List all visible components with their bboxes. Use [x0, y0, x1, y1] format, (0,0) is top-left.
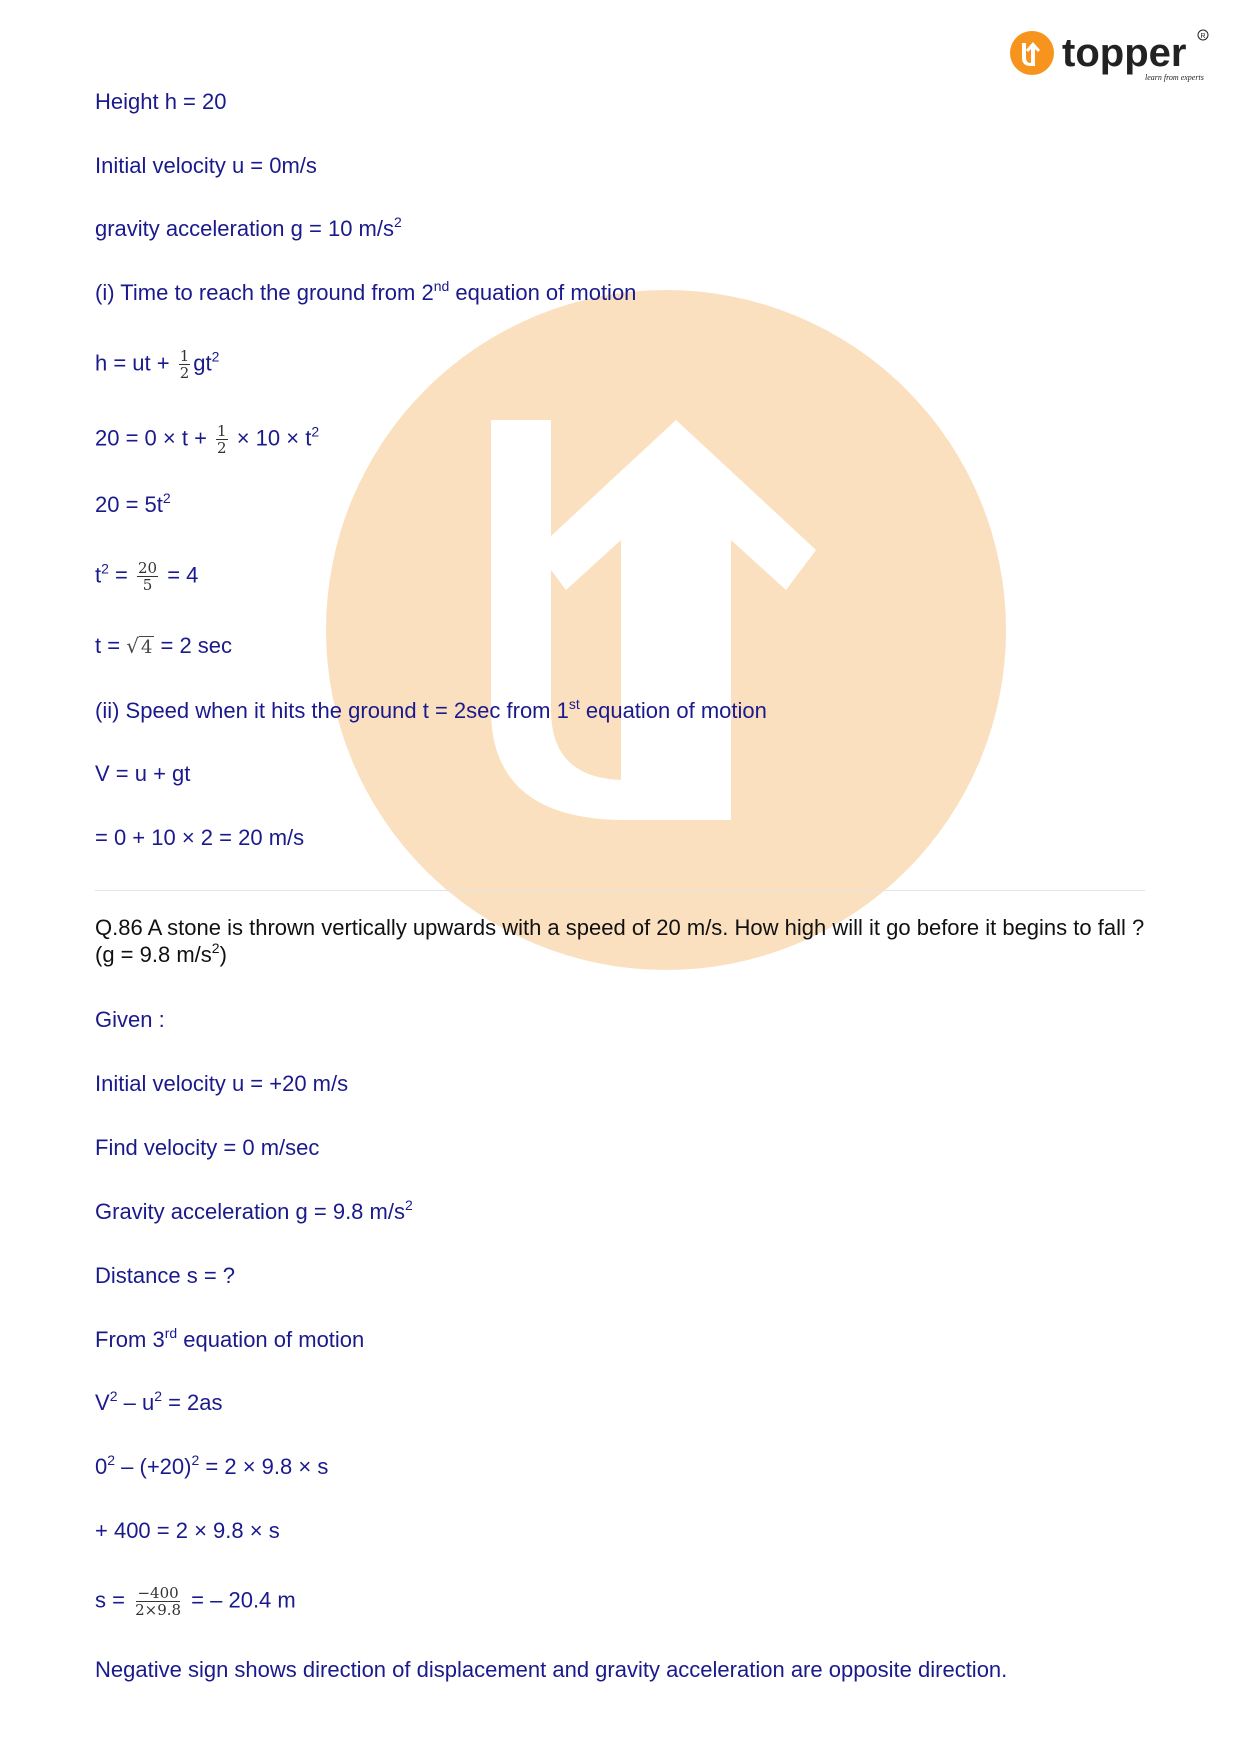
- part-i-heading: (i) Time to reach the ground from 2nd equation of motion: [95, 278, 637, 305]
- equation-substitute: 20 = 0 × t + $\frac{1}{2}$ × $10 \times t^2$: [95, 422, 320, 457]
- third-equation-heading: From 3rd equation of motion: [95, 1325, 365, 1352]
- equation-400: + 400 = 2 × 9.8 × s: [95, 1518, 280, 1543]
- conclusion-note: Negative sign shows direction of displacement and gravity acceleration are opposite direction.: [95, 1657, 1008, 1682]
- equation-h-ut: h = ut + $\frac{1}{2}$ $gt^2$: [95, 347, 220, 382]
- topper-logo: [1010, 28, 1210, 88]
- topper-watermark-icon: [326, 290, 1006, 970]
- equation-v-u-gt: V = u + gt: [95, 761, 191, 786]
- part-ii-heading: (ii) Speed when it hits the ground t = 2sec from 1st equation of motion: [95, 696, 767, 723]
- section-divider: [95, 890, 1145, 891]
- distance-line: Distance s = ?: [95, 1263, 236, 1288]
- gravity-line: gravity acceleration g = 10 $m/s^2$: [95, 214, 402, 241]
- equation-speed-result: = 0 + 10 × 2 = 20 m/s: [95, 825, 305, 850]
- equation-s-result: s = $\frac{-400}{2\times 9.8}$ = – 20.4 m: [95, 1584, 296, 1619]
- final-velocity-line: Find velocity = 0 m/sec: [95, 1135, 320, 1160]
- initial-velocity-line-2: Initial velocity u = +20 m/s: [95, 1071, 349, 1096]
- equation-v2-u2: $V^2 - u^2 = 2as$: [95, 1388, 223, 1415]
- equation-t-root: t = √ 4 = 2 sec: [95, 633, 233, 658]
- svg-text:R: R: [1200, 33, 1206, 40]
- equation-5t2: $20 = 5t^2$: [95, 490, 171, 517]
- svg-text:learn from experts: learn from experts: [1145, 73, 1204, 82]
- equation-substitute-2: $0^2 - (+20)^2 = 2 \times 9.8 \times s$: [95, 1452, 329, 1479]
- equation-t-squared: $t^2$ = $\frac{20}{5}$ = 4: [95, 559, 199, 594]
- initial-velocity-line: Initial velocity u = 0m/s: [95, 153, 317, 178]
- svg-text:topper: topper: [1062, 31, 1187, 75]
- height-line: Height h = 20: [95, 89, 227, 114]
- given-label: Given :: [95, 1007, 165, 1032]
- question-86: Q.86 A stone is thrown vertically upwards with a speed of 20 m/s. How high will it go before it begins to fall ? (g = 9.8 $m/s^2$): [95, 915, 1145, 967]
- gravity-line-2: Gravity acceleration g = 9.8 $m/s^2$: [95, 1197, 413, 1224]
